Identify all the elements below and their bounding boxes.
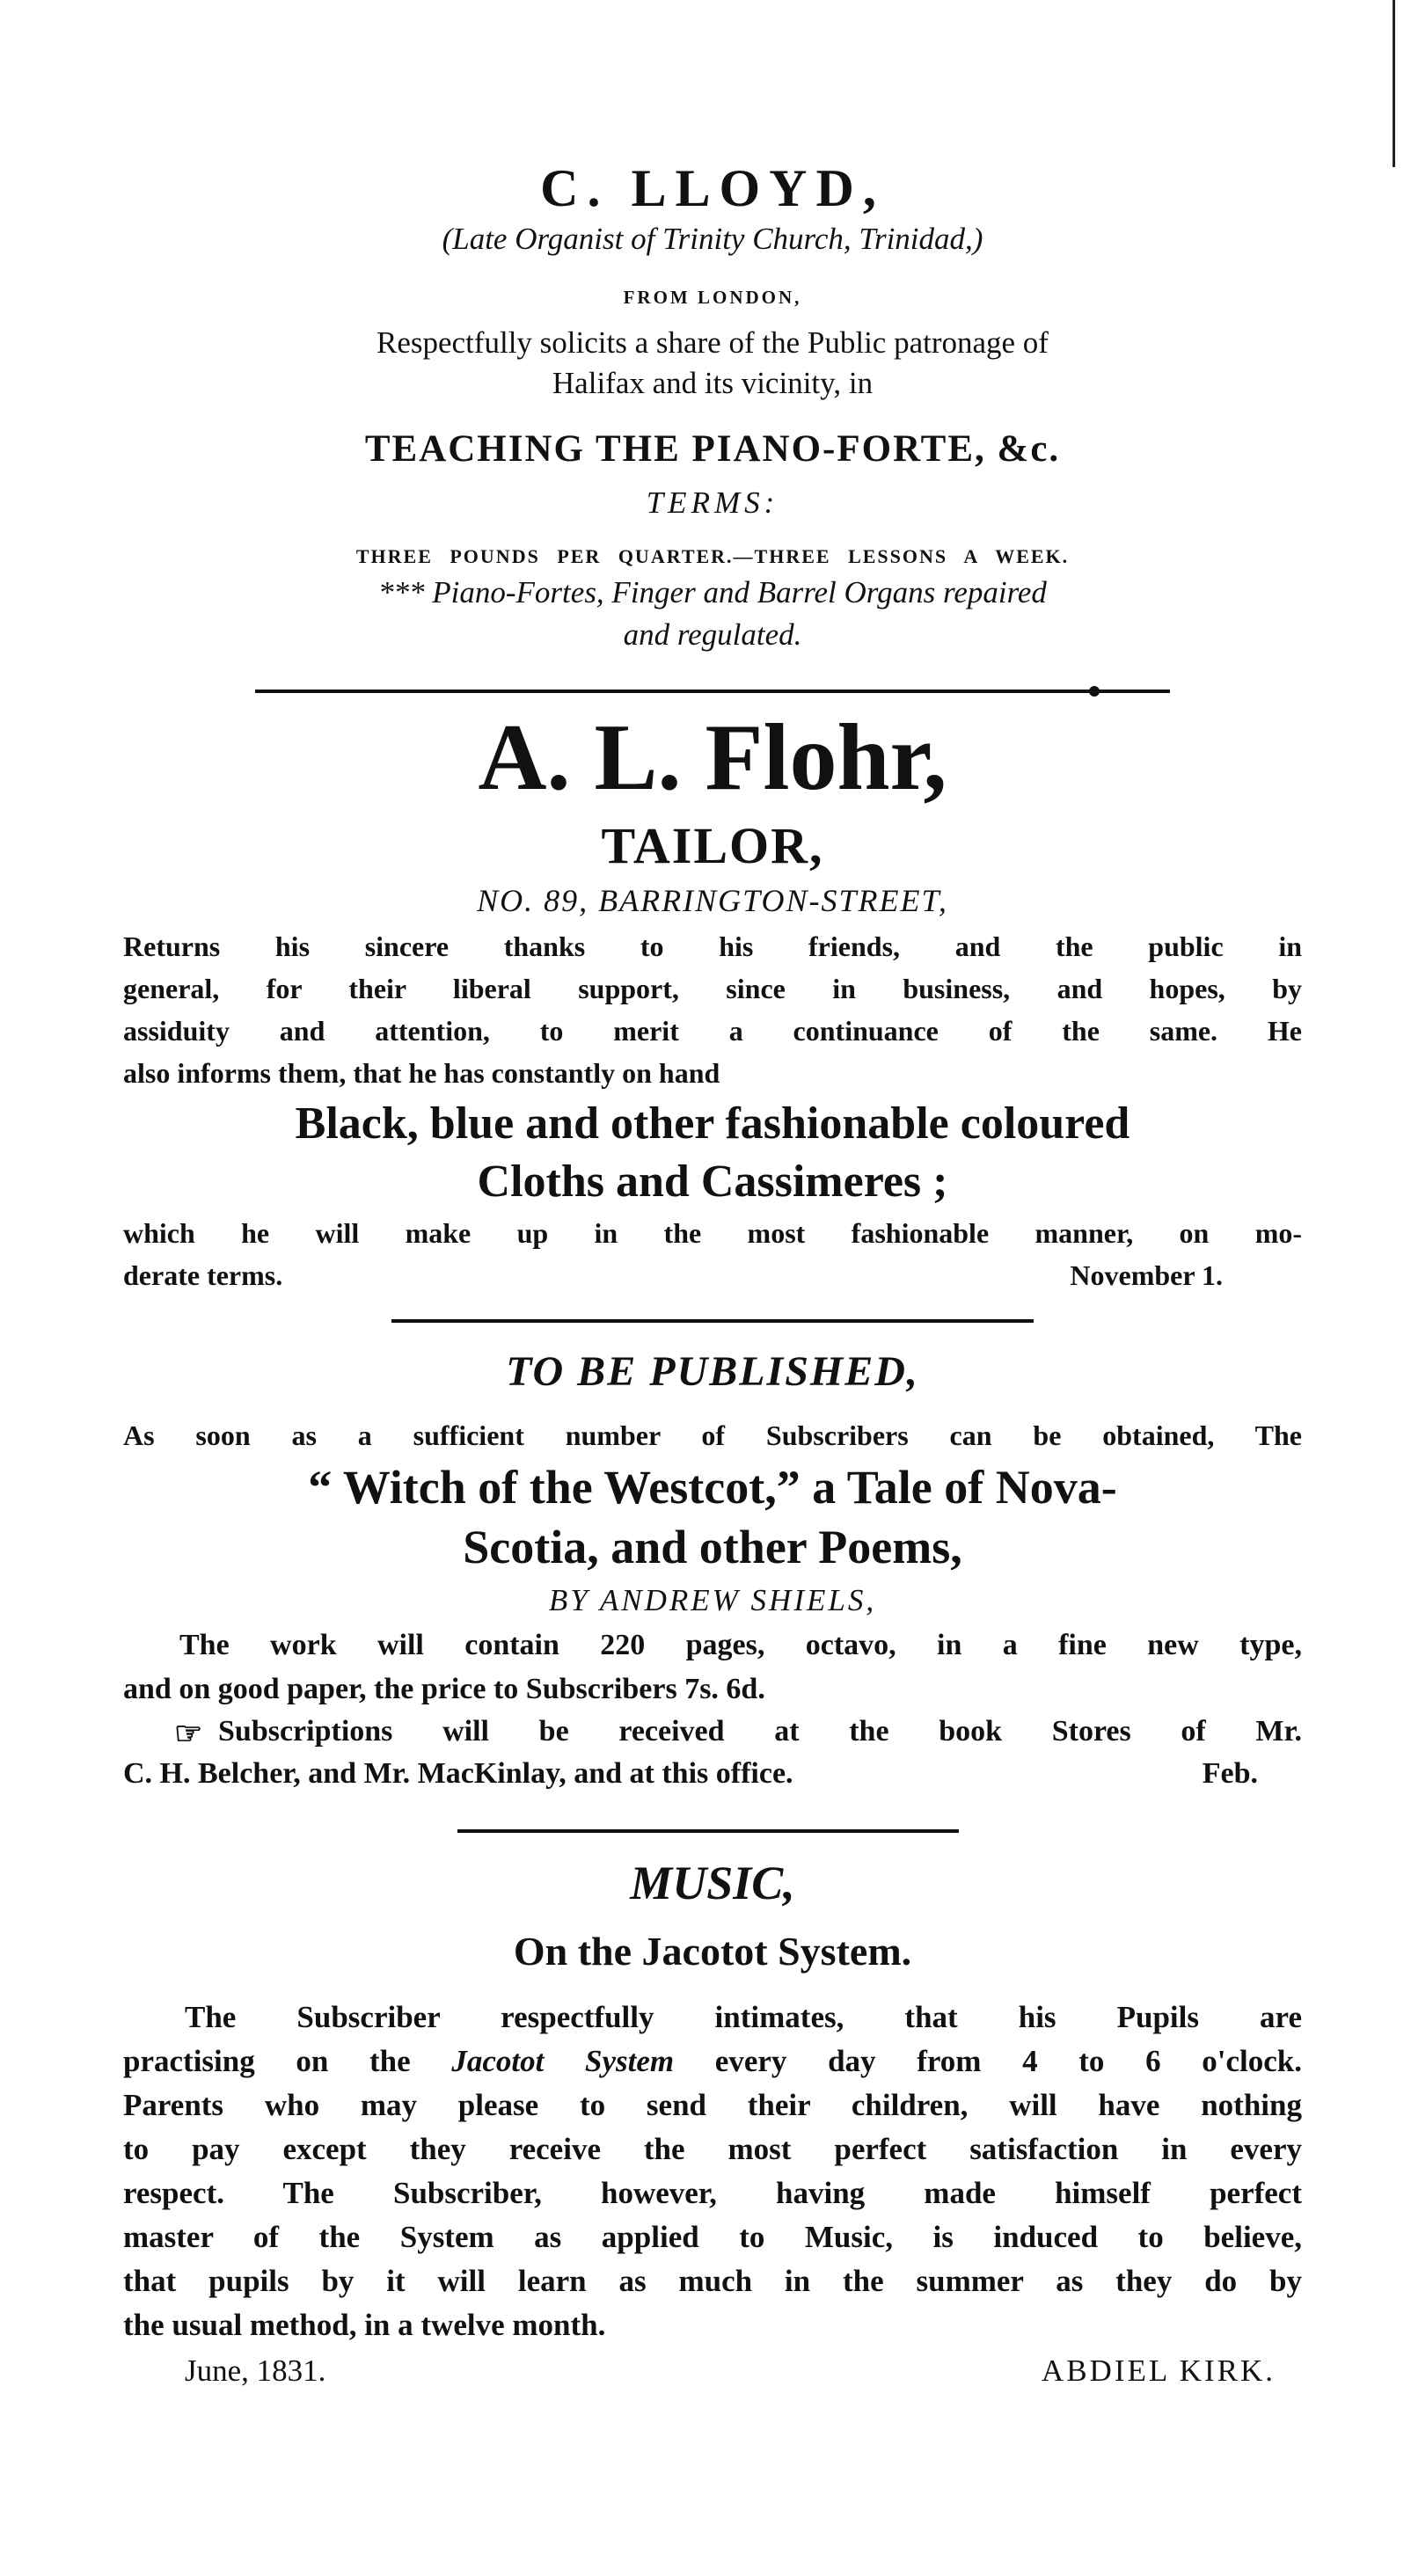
page-edge: [1393, 0, 1395, 167]
section-divider-3: [457, 1829, 959, 1833]
flohr-address: NO. 89, BARRINGTON-STREET,: [477, 883, 948, 918]
flohr-body-line-6: derate terms.: [123, 1259, 283, 1291]
music-body-line-1: The Subscriber respectfully intimates, that his Pupils are: [185, 2000, 1302, 2034]
flohr-body-line-1: Returns his sincere thanks to his friends, and the public in: [123, 930, 1302, 962]
music-body-line-8: the usual method, in a twelve month.: [123, 2308, 606, 2342]
publish-title-line-1: “ Witch of the Westcot,” a Tale of Nova-: [308, 1461, 1117, 1514]
music-body-line-6: master of the System as applied to Music, is induced to believe,: [123, 2220, 1302, 2254]
music-date: June, 1831.: [185, 2353, 326, 2388]
publish-subscriptions-row: [123, 1715, 1302, 1752]
music-system-name: Jacotot System: [451, 2044, 675, 2078]
music-subheading: On the Jacotot System.: [513, 1929, 912, 1974]
lloyd-teaching: TEACHING THE PIANO-FORTE, &c.: [364, 428, 1061, 470]
music-heading: MUSIC,: [630, 1857, 795, 1909]
flohr-goods-line-2: Cloths and Cassimeres ;: [477, 1157, 948, 1207]
lloyd-terms-heading: TERMS:: [646, 485, 779, 520]
music-body-line-4: to pay except they receive the most perfect satisfaction in every: [123, 2132, 1302, 2166]
lloyd-note-line-2: and regulated.: [623, 617, 802, 652]
lloyd-name: C. LLOYD,: [540, 159, 885, 217]
publish-author: BY ANDREW SHIELS,: [548, 1583, 877, 1617]
music-body-line-3: Parents who may please to send their children, will have nothing: [123, 2088, 1302, 2122]
section-divider-2: [391, 1319, 1034, 1323]
music-body-line-7: that pupils by it will learn as much in the summer as they do by: [123, 2264, 1302, 2298]
publish-body-line-1: The work will contain 220 pages, octavo, in a fine new type,: [179, 1629, 1302, 1661]
music-body-line-2c: every day from 4 to 6 o'clock.: [714, 2044, 1302, 2078]
flohr-body-line-3: assiduity and attention, to merit a continuance of the same. He: [123, 1015, 1302, 1047]
flohr-body-line-5: which he will make up in the most fashionable manner, on mo-: [123, 1217, 1302, 1249]
lloyd-intro-line-2: Halifax and its vicinity, in: [552, 366, 874, 400]
divider-ornament: [1089, 686, 1100, 697]
publish-date: Feb.: [1202, 1757, 1258, 1790]
flohr-trade: TAILOR,: [601, 817, 824, 874]
lloyd-terms-line: THREE POUNDS PER QUARTER.—THREE LESSONS A WEEK.: [355, 545, 1070, 567]
pointing-hand-icon: ☞: [174, 1716, 203, 1751]
music-signature: ABDIEL KIRK.: [1041, 2353, 1276, 2388]
music-body-line-2a: practising on the: [123, 2044, 411, 2078]
flohr-body-line-2: general, for their liberal support, since in business, and hopes, by: [123, 973, 1302, 1004]
section-divider-1: [255, 690, 1170, 693]
music-closing-row: [123, 2353, 1302, 2389]
publish-heading: TO BE PUBLISHED,: [506, 1348, 919, 1395]
publish-line-1: As soon as a sufficient number of Subscribers can be obtained, The: [123, 1419, 1302, 1451]
lloyd-subtitle: (Late Organist of Trinity Church, Trinidad,): [442, 222, 983, 256]
flohr-closing-row: [123, 1259, 1302, 1292]
lloyd-from: FROM LONDON,: [623, 287, 802, 308]
publish-body-line-4: C. H. Belcher, and Mr. MacKinlay, and at this office.: [123, 1757, 793, 1790]
lloyd-intro-line-1: Respectfully solicits a share of the Public patronage of: [377, 325, 1049, 360]
flohr-date: November 1.: [1070, 1259, 1223, 1291]
flohr-body-line-4: also informs them, that he has constantly on hand: [123, 1057, 720, 1089]
lloyd-note-line-1: *** Piano-Fortes, Finger and Barrel Organs repaired: [378, 575, 1047, 609]
music-body-line-5: respect. The Subscriber, however, having made himself perfect: [123, 2176, 1302, 2210]
publish-closing-row: [123, 1757, 1302, 1791]
publish-title-line-2: Scotia, and other Poems,: [463, 1521, 962, 1573]
flohr-goods-line-1: Black, blue and other fashionable coloured: [295, 1098, 1130, 1149]
flohr-name: A. L. Flohr,: [478, 705, 947, 810]
music-body-line-2: [123, 2044, 1302, 2079]
publish-body-line-2: and on good paper, the price to Subscribers 7s. 6d.: [123, 1673, 765, 1705]
publish-body-line-3: Subscriptions will be received at the book Stores of Mr.: [218, 1715, 1302, 1748]
